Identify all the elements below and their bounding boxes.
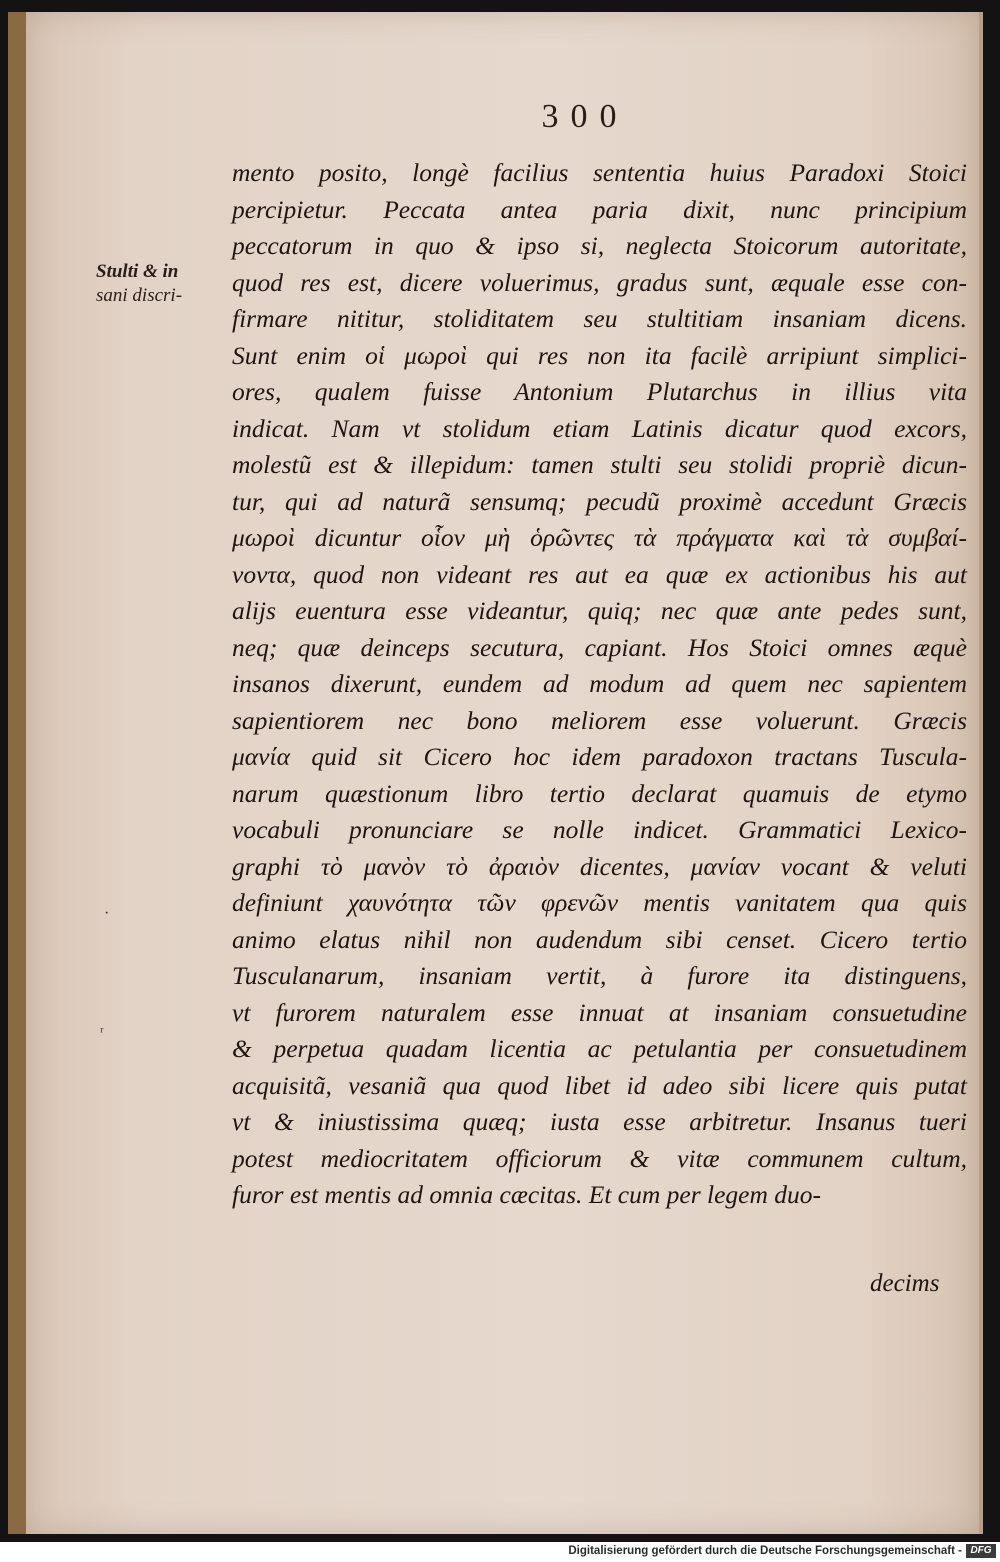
text-line: sapientiorem nec bono meliorem esse voluerunt. Græcis xyxy=(232,705,967,735)
text-line: & perpetua quadam licentia ac petulantia per consuetudinem xyxy=(232,1034,967,1063)
stray-ink-mark: · xyxy=(104,905,110,922)
text-line: Sunt enim οἱ μωροὶ qui res non ita facilè arripiunt simplici- xyxy=(232,340,967,370)
stray-ink-mark: ʳ xyxy=(100,1024,104,1041)
text-line: Tusculanarum, insaniam vertit, à furore ita distinguens, xyxy=(232,961,967,990)
text-line: furor est mentis ad omnia cæcitas. Et cum per legem duo- xyxy=(232,1180,822,1209)
body-text xyxy=(232,155,967,1214)
text-line: percipietur. Peccata antea paria dixit, nunc principium xyxy=(232,194,967,224)
dfg-logo: DFG xyxy=(966,1544,996,1558)
catchword: decims xyxy=(870,1270,940,1297)
marginal-note-line: sani discri- xyxy=(96,285,183,306)
page-number: 300 xyxy=(541,98,629,135)
text-line: definiunt χαυνότητα τῶν φρενῶν mentis vanitatem qua quis xyxy=(232,888,967,917)
text-line: animo elatus nihil non audendum sibi censet. Cicero tertio xyxy=(232,924,967,954)
marginal-note xyxy=(96,260,236,308)
text-line: μωροὶ dicuntur οἷον μὴ ὁρῶντες τὰ πράγματα καὶ τὰ συμβαί- xyxy=(232,523,967,552)
text-line: vt & iniustissima quæq; iusta esse arbitretur. Insanus tueri xyxy=(232,1107,967,1136)
text-line: mento posito, longè facilius sententia huius Paradoxi Stoici xyxy=(232,158,967,187)
text-line: neq; quæ deinceps secutura, capiant. Hos Stoici omnes æquè xyxy=(232,632,967,662)
text-line: firmare nititur, stoliditatem seu stultitiam insaniam dicens. xyxy=(232,304,967,333)
text-line: quod res est, dicere voluerimus, gradus sunt, æquale esse con- xyxy=(232,267,967,297)
text-line: narum quæstionum libro tertio declarat quamuis de etymo xyxy=(232,778,967,808)
text-line: indicat. Nam vt stolidum etiam Latinis dicatur quod excors, xyxy=(232,413,967,443)
text-line: graphi τὸ μανὸν τὸ ἀραιὸν dicentes, μανίαν vocant & veluti xyxy=(232,851,967,881)
text-line: μανία quid sit Cicero hoc idem paradoxon tractans Tuscula- xyxy=(232,742,967,771)
text-line: vocabuli pronunciare se nolle indicet. Grammatici Lexico- xyxy=(232,815,967,844)
text-line: ores, qualem fuisse Antonium Plutarchus in illius vita xyxy=(232,377,967,406)
text-line: νοντα, quod non videant res aut ea quæ ex actionibus his aut xyxy=(232,559,967,589)
text-line: peccatorum in quo & ipso si, neglecta Stoicorum autoritate, xyxy=(232,231,967,260)
text-line: alijs euentura esse videantur, quiq; nec quæ ante pedes sunt, xyxy=(232,596,967,625)
marginal-note-line: Stulti & in xyxy=(96,261,179,282)
text-line: tur, qui ad naturã sensumq; pecudũ proximè accedunt Græcis xyxy=(232,486,967,516)
text-line: vt furorem naturalem esse innuat at insaniam consuetudine xyxy=(232,997,967,1027)
footer-credit: Digitalisierung gefördert durch die Deutsche Forschungsgemeinschaft - xyxy=(568,1545,962,1557)
text-line: molestũ est & illepidum: tamen stulti seu stolidi propriè dicun- xyxy=(232,450,967,479)
text-line: acquisitã, vesaniã qua quod libet id adeo sibi licere quis putat xyxy=(232,1070,967,1100)
text-line: insanos dixerunt, eundem ad modum ad quem nec sapientem xyxy=(232,669,967,698)
text-line: potest mediocritatem officiorum & vitæ communem cultum, xyxy=(232,1143,967,1173)
